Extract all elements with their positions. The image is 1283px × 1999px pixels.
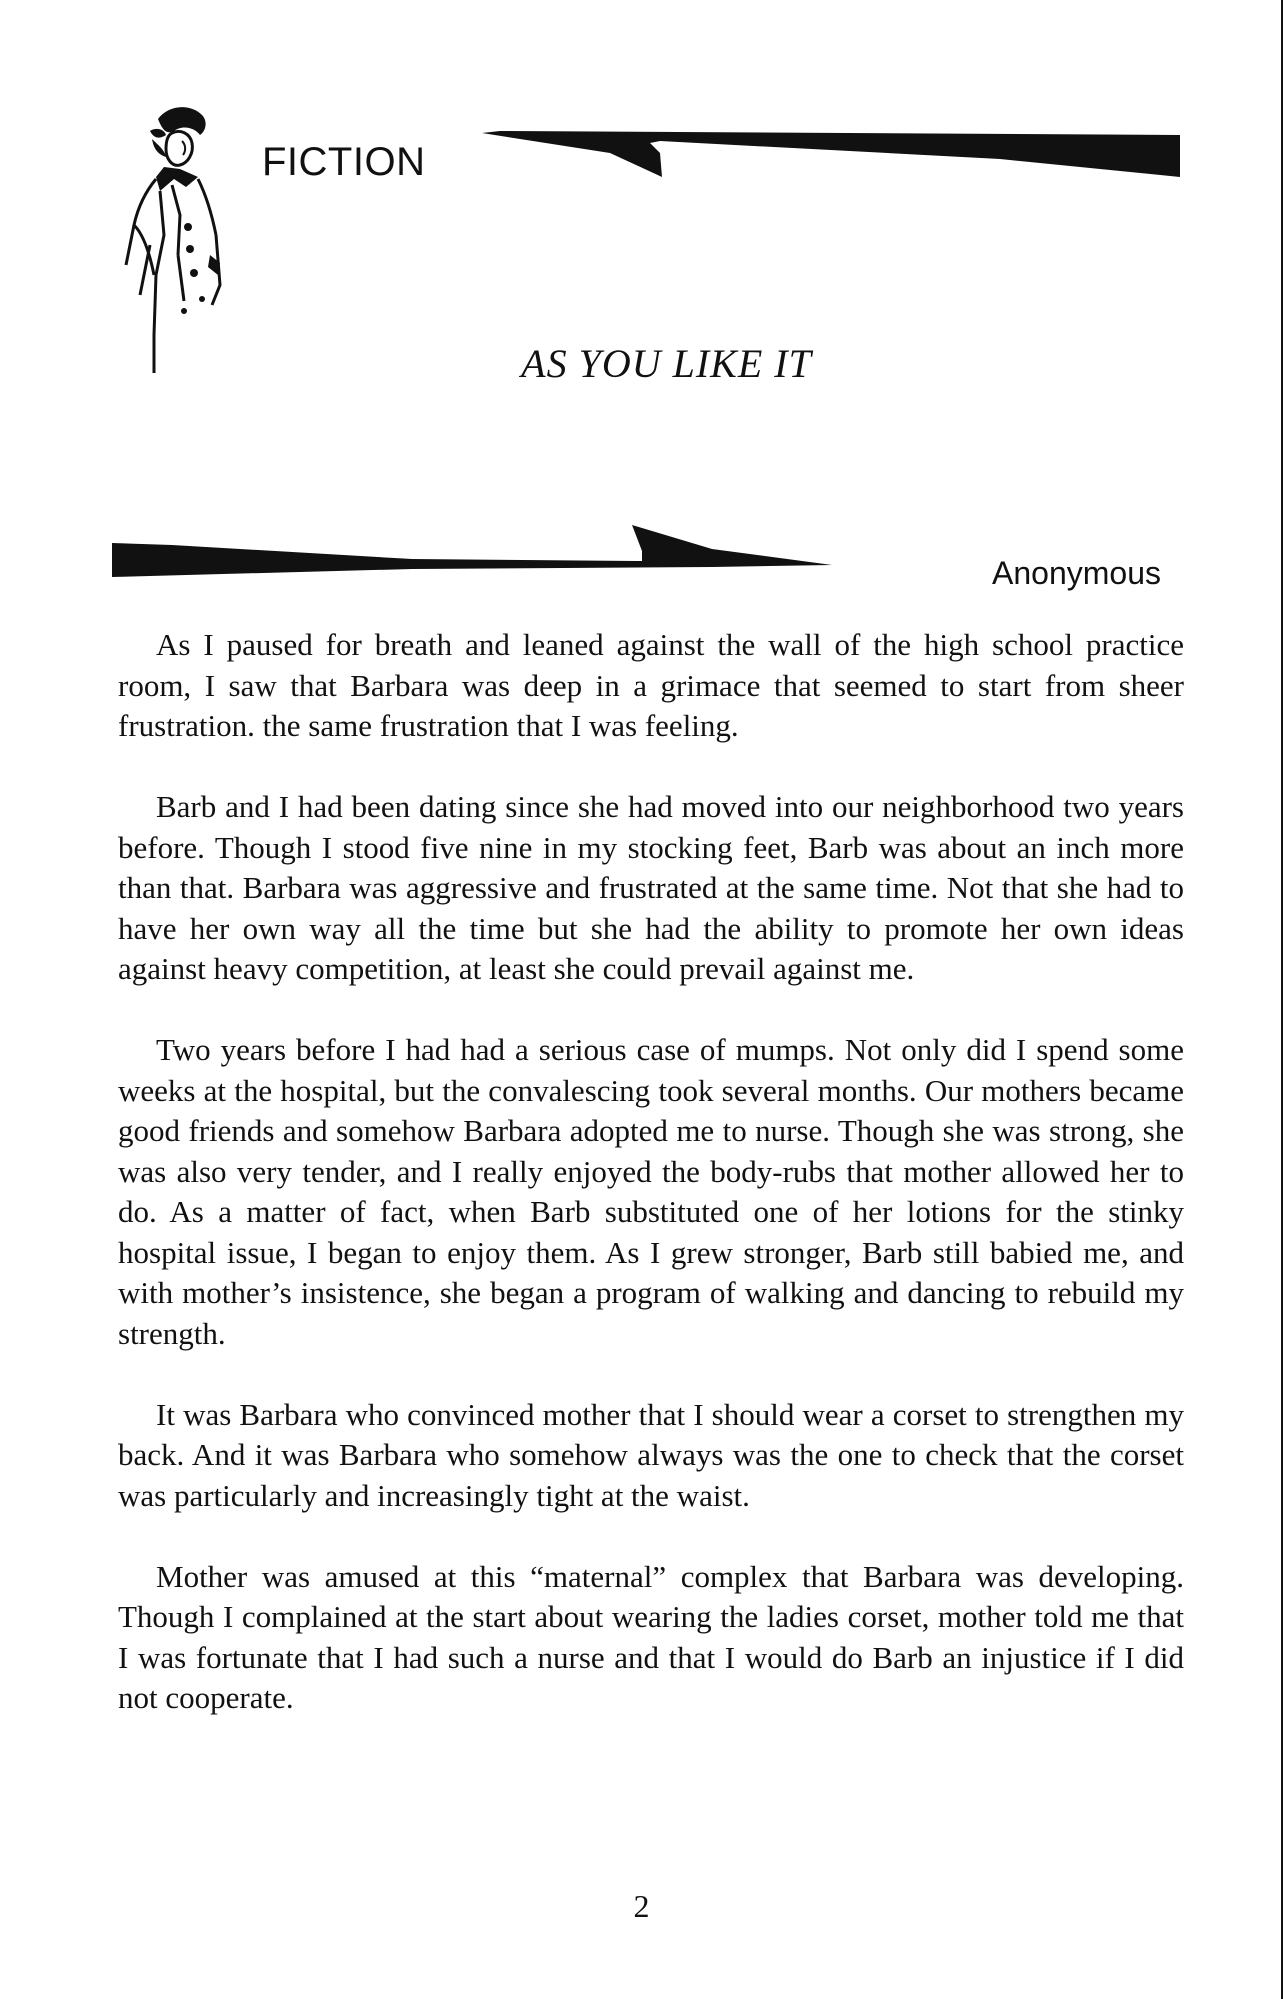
page-number: 2 <box>633 1888 650 1924</box>
decorative-arrow-left-icon <box>480 125 1180 185</box>
story-title: AS YOU LIKE IT <box>521 341 812 386</box>
story-body <box>118 625 1184 1759</box>
paragraph: As I paused for breath and leaned against the wall of the high school practice room, I saw that Barbara was deep in a grimace that seemed to start from sheer frustration. the same frustration that I was feeling. <box>118 627 1184 743</box>
paragraph: Mother was amused at this “maternal” complex that Barbara was developing. Though I complained at the start about wearing the ladies corset, mother told me that I was fortunate that I had such a nurse and that I would do Barb an injustice if I did not cooperate. <box>118 1558 1184 1715</box>
paragraph: Barb and I had been dating since she had moved into our neighborhood two years before. Though I stood five nine in my stocking feet, Barb was about an inch more than that. Barbara was aggressive and frustrated at the same time. Not that she had to have her own way all the time but she had the ability to promote her own ideas against heavy competition, at least she could prevail against me. <box>118 789 1184 986</box>
paragraph: It was Barbara who convinced mother that I should wear a corset to strengthen my back. And it was Barbara who somehow always was the one to check that the corset was particularly and increasingly tight at the waist. <box>118 1396 1184 1513</box>
section-label: FICTION <box>262 140 426 184</box>
paragraph: Two years before I had had a serious case of mumps. Not only did I spend some weeks at the hospital, but the convalescing took several months. Our mothers became good friends and somehow Barbara adopted me to nurse. Though she was strong, she was also very tender, and I really enjoyed the body-rubs that mother allowed her to do. As a matter of fact, when Barb substituted one of her lotions for the stinky hospital issue, I began to enjoy them. As I grew stronger, Barb still babied me, and with mother’s insistence, she began a program of walking and dancing to rebuild my strength. <box>118 1032 1184 1351</box>
decorative-arrow-right-icon <box>112 525 832 585</box>
author-byline: Anonymous <box>992 555 1161 591</box>
